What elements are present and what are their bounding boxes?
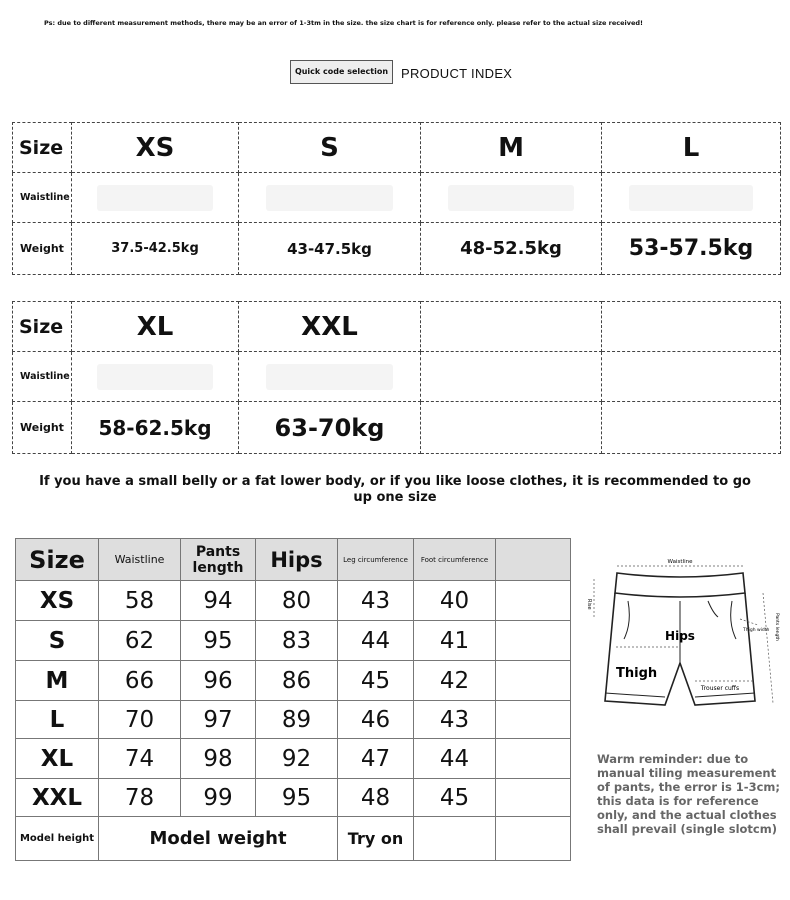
diagram-label-thigh: Thigh <box>616 666 658 681</box>
cell: 66 <box>99 661 181 701</box>
size-cell: M <box>421 123 602 173</box>
diagram-label-waistline: Waistline <box>667 559 693 565</box>
cell: 58 <box>99 581 181 621</box>
size-cell: XS <box>72 123 239 173</box>
quick-code-selection-label: Quick code selection <box>290 60 393 84</box>
cell: 80 <box>256 581 338 621</box>
waistline-label: Waistline <box>13 173 72 223</box>
waistline-cell <box>72 173 239 223</box>
cell: 48 <box>338 779 414 817</box>
table-row <box>16 779 571 817</box>
cell: 99 <box>181 779 256 817</box>
row-size: M <box>16 661 99 701</box>
cell: 62 <box>99 621 181 661</box>
row-size: L <box>16 701 99 739</box>
size-cell: XXL <box>239 302 421 352</box>
waistline-cell <box>72 352 239 402</box>
model-weight-label: Model weight <box>99 817 338 861</box>
header-foot-circumference: Foot circumference <box>414 539 496 581</box>
waistline-cell <box>602 173 781 223</box>
table-row <box>16 739 571 779</box>
cell: 42 <box>414 661 496 701</box>
row-size: S <box>16 621 99 661</box>
size-cell <box>602 302 781 352</box>
cell: 70 <box>99 701 181 739</box>
cell <box>496 779 571 817</box>
cell: 95 <box>181 621 256 661</box>
header-hips: Hips <box>256 539 338 581</box>
size-cell: L <box>602 123 781 173</box>
weight-cell: 37.5-42.5kg <box>72 223 239 275</box>
weight-cell: 43-47.5kg <box>239 223 421 275</box>
cell: 92 <box>256 739 338 779</box>
cell: 78 <box>99 779 181 817</box>
size-label: Size <box>13 123 72 173</box>
cell: 44 <box>414 739 496 779</box>
size-weight-table-2 <box>12 301 781 454</box>
cell <box>496 739 571 779</box>
header-waistline: Waistline <box>99 539 181 581</box>
table-row <box>16 621 571 661</box>
model-height-label: Model height <box>16 817 99 861</box>
table-row <box>16 701 571 739</box>
waistline-cell <box>239 352 421 402</box>
cell: 97 <box>181 701 256 739</box>
table-row <box>16 661 571 701</box>
cell: 41 <box>414 621 496 661</box>
size-weight-table-1 <box>12 122 781 275</box>
try-on-label: Try on <box>338 817 414 861</box>
header-leg-circumference: Leg circumference <box>338 539 414 581</box>
cell: 98 <box>181 739 256 779</box>
warm-reminder: Warm reminder: due to manual tiling measurement of pants, the error is 1-3cm; this data is for reference only, and the actual clothes shall prevail (single slotcm) <box>597 752 780 836</box>
cell: 94 <box>181 581 256 621</box>
waistline-cell <box>421 173 602 223</box>
waistline-cell <box>421 352 602 402</box>
shorts-measurement-diagram <box>580 553 780 733</box>
size-recommendation: If you have a small belly or a fat lower body, or if you like loose clothes, it is recommended to go up one size <box>39 474 751 505</box>
measurement-table <box>15 538 571 861</box>
diagram-label-pants-length: Pants length <box>774 613 779 642</box>
cell <box>414 817 496 861</box>
cell: 45 <box>338 661 414 701</box>
diagram-label-leg: Thigh width <box>743 628 770 633</box>
cell: 43 <box>338 581 414 621</box>
cell: 89 <box>256 701 338 739</box>
cell: 46 <box>338 701 414 739</box>
weight-cell: 48-52.5kg <box>421 223 602 275</box>
weight-cell <box>421 402 602 454</box>
size-cell: S <box>239 123 421 173</box>
waistline-cell <box>602 352 781 402</box>
header-pants-length: Pants length <box>181 539 256 581</box>
weight-label: Weight <box>13 223 72 275</box>
cell <box>496 661 571 701</box>
table-row <box>16 581 571 621</box>
cell: 40 <box>414 581 496 621</box>
cell: 74 <box>99 739 181 779</box>
weight-cell <box>602 402 781 454</box>
row-size: XS <box>16 581 99 621</box>
size-disclaimer: Ps: due to different measurement methods, there may be an error of 1-3tm in the size. the size chart is for reference only. please refer to the actual size received! <box>44 19 644 27</box>
cell <box>496 581 571 621</box>
waistline-cell <box>239 173 421 223</box>
row-size: XXL <box>16 779 99 817</box>
weight-cell: 53-57.5kg <box>602 223 781 275</box>
diagram-label-hips: Hips <box>665 629 695 643</box>
header-size: Size <box>16 539 99 581</box>
size-label: Size <box>13 302 72 352</box>
cell: 43 <box>414 701 496 739</box>
cell: 47 <box>338 739 414 779</box>
size-cell: XL <box>72 302 239 352</box>
cell: 45 <box>414 779 496 817</box>
header-empty <box>496 539 571 581</box>
diagram-label-rise: Rise <box>586 599 592 610</box>
row-size: XL <box>16 739 99 779</box>
product-index-title: PRODUCT INDEX <box>401 66 513 81</box>
size-cell <box>421 302 602 352</box>
cell <box>496 701 571 739</box>
weight-cell: 63-70kg <box>239 402 421 454</box>
weight-cell: 58-62.5kg <box>72 402 239 454</box>
cell <box>496 817 571 861</box>
cell: 96 <box>181 661 256 701</box>
cell: 86 <box>256 661 338 701</box>
cell: 95 <box>256 779 338 817</box>
cell: 83 <box>256 621 338 661</box>
waistline-label: Waistline <box>13 352 72 402</box>
cell <box>496 621 571 661</box>
cell: 44 <box>338 621 414 661</box>
weight-label: Weight <box>13 402 72 454</box>
diagram-label-cuffs: Trouser cuffs <box>700 685 740 692</box>
